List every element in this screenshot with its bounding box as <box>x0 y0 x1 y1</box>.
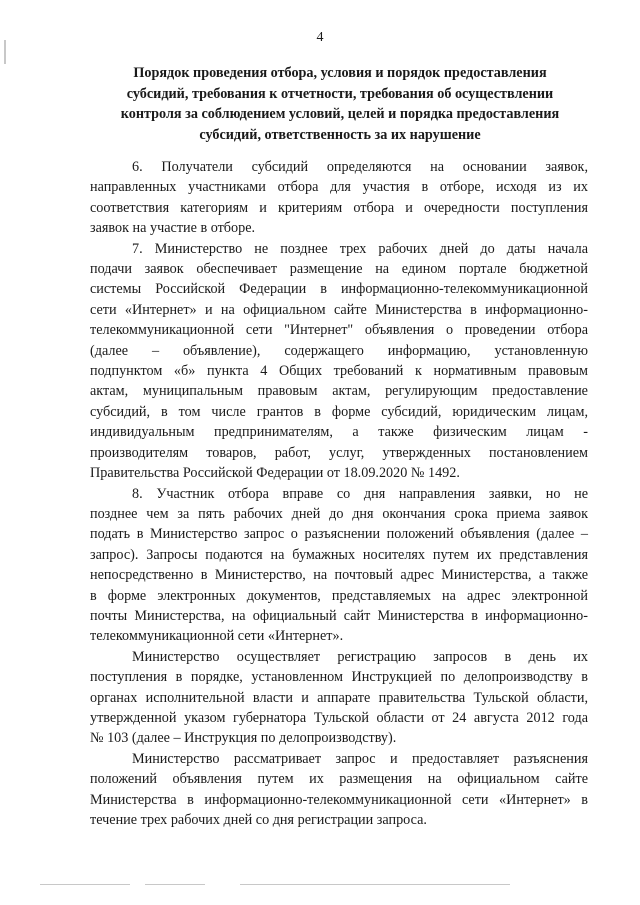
text-line: № 103 (далее – Инструкция по делопроизводству). <box>90 730 397 747</box>
paragraph-clarification <box>90 749 588 831</box>
text-line: подать в Министерство запрос о разъяснении положений объявления (далее – <box>90 526 588 543</box>
paragraph-6 <box>90 157 588 239</box>
text-line: органах исполнительной власти и аппарате правительства Тульской области, <box>90 689 588 706</box>
text-line: Министерства в информационно-телекоммуникационной сети «Интернет» в <box>90 791 588 808</box>
text-line: запрос). Запросы подаются на бумажных носителях путем их представления <box>90 546 588 563</box>
text-line: телекоммуникационной сети «Интернет». <box>90 628 344 645</box>
text-line: телекоммуникационной сети "Интернет" объявления о проведении отбора <box>90 322 588 339</box>
heading-line: субсидий, ответственность за их нарушение <box>199 126 481 143</box>
paragraph-registration <box>90 647 588 749</box>
text-line: Министерство рассматривает запрос и предоставляет разъяснения <box>132 750 588 767</box>
text-line: сети «Интернет» и на официальном сайте Министерства в информационно- <box>90 301 588 318</box>
text-line: Правительства Российской Федерации от 18.09.2020 № 1492. <box>90 465 460 482</box>
text-line: утвержденной указом губернатора Тульской области от 24 августа 2012 года <box>90 709 588 726</box>
text-line: (далее – объявление), содержащего информацию, установленную <box>90 342 588 359</box>
text-line: 7. Министерство не позднее трех рабочих дней до даты начала <box>132 240 588 257</box>
paragraph-7 <box>90 239 588 484</box>
text-line: 6. Получатели субсидий определяются на основании заявок, <box>132 159 588 175</box>
text-line: индивидуальным предпринимателям, а также физическим лицам - <box>90 424 588 441</box>
text-line: Министерство осуществляет регистрацию запросов в день их <box>132 648 588 665</box>
scan-bottom-mark <box>145 884 205 885</box>
text-line: актам, муниципальным правовым актам, регулирующим предоставление <box>90 383 588 400</box>
text-line: почты Министерства, на официальный сайт Министерства в информационно- <box>90 607 588 624</box>
page-number: 4 <box>316 30 324 45</box>
heading-line: контроля за соблюдением условий, целей и порядка предоставления <box>120 106 560 122</box>
section-heading <box>96 63 584 145</box>
paragraph-8 <box>90 484 588 647</box>
text-line: направленных участниками отбора для участия в отборе, исходя из их <box>90 179 588 196</box>
scan-bottom-mark <box>240 884 510 885</box>
text-line: поступления в порядке, установленном Инструкцией по делопроизводству в <box>90 669 588 686</box>
text-line: подпунктом «б» пункта 4 Общих требований к нормативным правовым <box>90 363 588 380</box>
scan-edge-mark <box>4 40 6 64</box>
text-line: непосредственно в Министерство, на почтовый адрес Министерства, а также <box>90 567 588 584</box>
scan-bottom-mark <box>40 884 130 885</box>
document-body <box>90 157 588 830</box>
text-line: субсидий, в том числе грантов в форме субсидий, юридическим лицам, <box>90 403 588 420</box>
text-line: положений объявления путем их размещения на официальном сайте <box>90 771 588 788</box>
text-line: течение трех рабочих дней со дня регистрации запроса. <box>90 812 427 828</box>
text-line: системы Российской Федерации в информационно-телекоммуникационной <box>90 281 588 298</box>
text-line: соответствия категориям и критериям отбора и очередности поступления <box>90 199 588 216</box>
text-line: в форме электронных документов, представляемых на адрес электронной <box>90 587 588 604</box>
heading-line: Порядок проведения отбора, условия и порядок предоставления <box>133 65 547 81</box>
text-line: подачи заявок обеспечивает размещение на едином портале бюджетной <box>90 261 588 278</box>
text-line: позднее чем за пять рабочих дней до дня окончания срока приема заявок <box>90 505 588 522</box>
heading-line: субсидий, требования к отчетности, требования об осуществлении <box>126 85 554 102</box>
text-line: 8. Участник отбора вправе со дня направления заявки, но не <box>132 485 588 502</box>
text-line: производителям товаров, работ, услуг, утвержденных постановлением <box>90 444 588 461</box>
text-line: заявок на участие в отборе. <box>90 220 256 237</box>
